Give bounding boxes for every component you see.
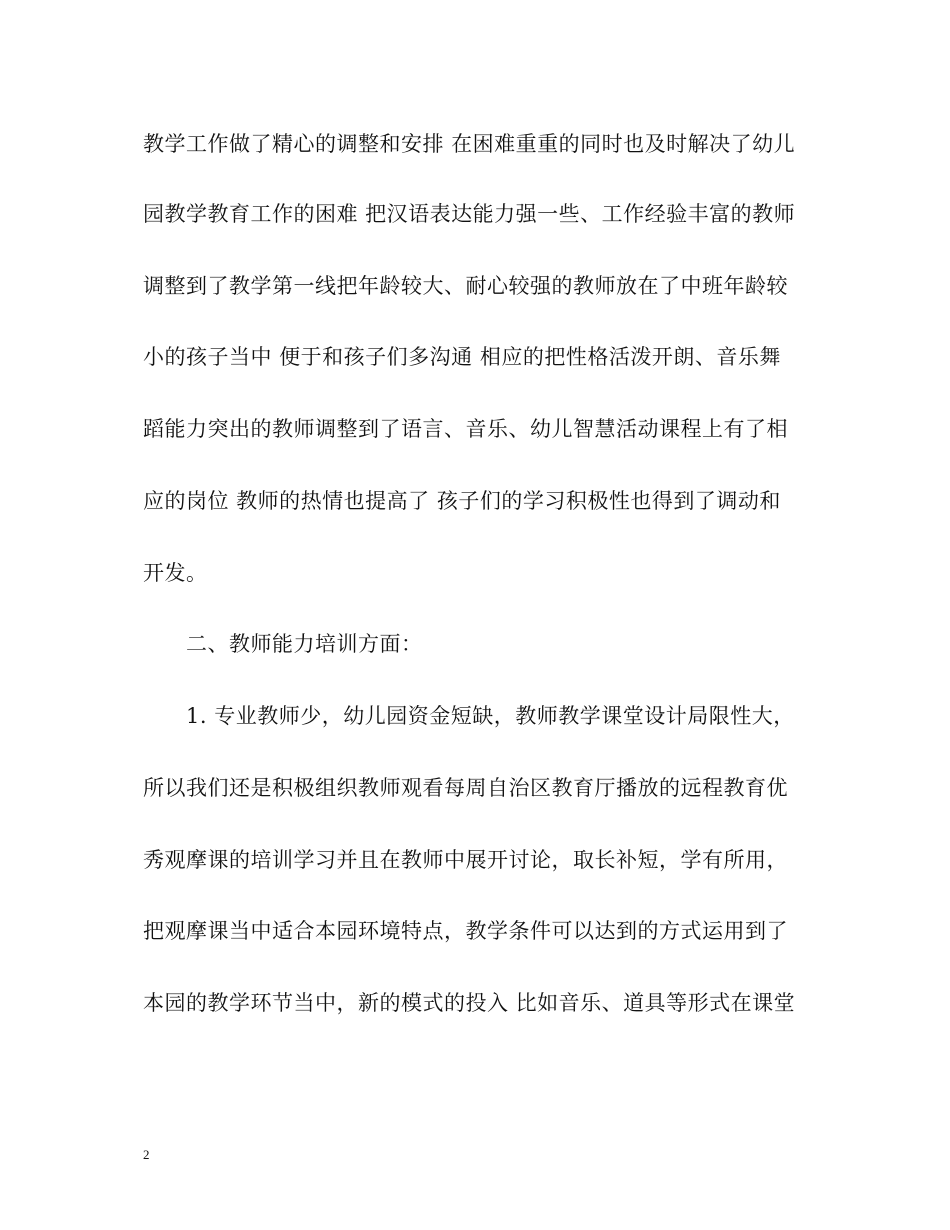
paragraph-line: 小的孩子当中 便于和孩子们多沟通 相应的把性格活泼开朗、音乐舞: [143, 345, 781, 369]
paragraph-line: 所以我们还是积极组织教师观看每周自治区教育厅播放的远程教育优: [143, 776, 788, 800]
list-item-line: 1. 专业教师少，幼儿园资金短缺，教师教学课堂设计局限性大，: [186, 704, 795, 728]
page-number: 2: [143, 1147, 150, 1162]
paragraph-line: 蹈能力突出的教师调整到了语言、音乐、幼儿智慧活动课程上有了相: [143, 417, 788, 441]
paragraph-line: 园教学教育工作的困难 把汉语表达能力强一些、工作经验丰富的教师: [143, 202, 796, 226]
paragraph-line: 应的岗位 教师的热情也提高了 孩子们的学习积极性也得到了调动和: [143, 489, 781, 513]
paragraph-line: 教学工作做了精心的调整和安排 在困难重重的同时也及时解决了幼儿: [143, 132, 796, 156]
paragraph-line: 本园的教学环节当中，新的模式的投入 比如音乐、道具等形式在课堂: [143, 991, 796, 1015]
paragraph-line: 秀观摩课的培训学习并且在教师中展开讨论，取长补短，学有所用，: [143, 848, 788, 872]
paragraph-line: 把观摩课当中适合本园环境特点，教学条件可以达到的方式运用到了: [143, 919, 788, 943]
paragraph-line: 调整到了教学第一线把年龄较大、耐心较强的教师放在了中班年龄较: [143, 274, 788, 298]
section-heading: 二、教师能力培训方面：: [186, 632, 423, 656]
paragraph-line: 开发。: [143, 561, 208, 585]
